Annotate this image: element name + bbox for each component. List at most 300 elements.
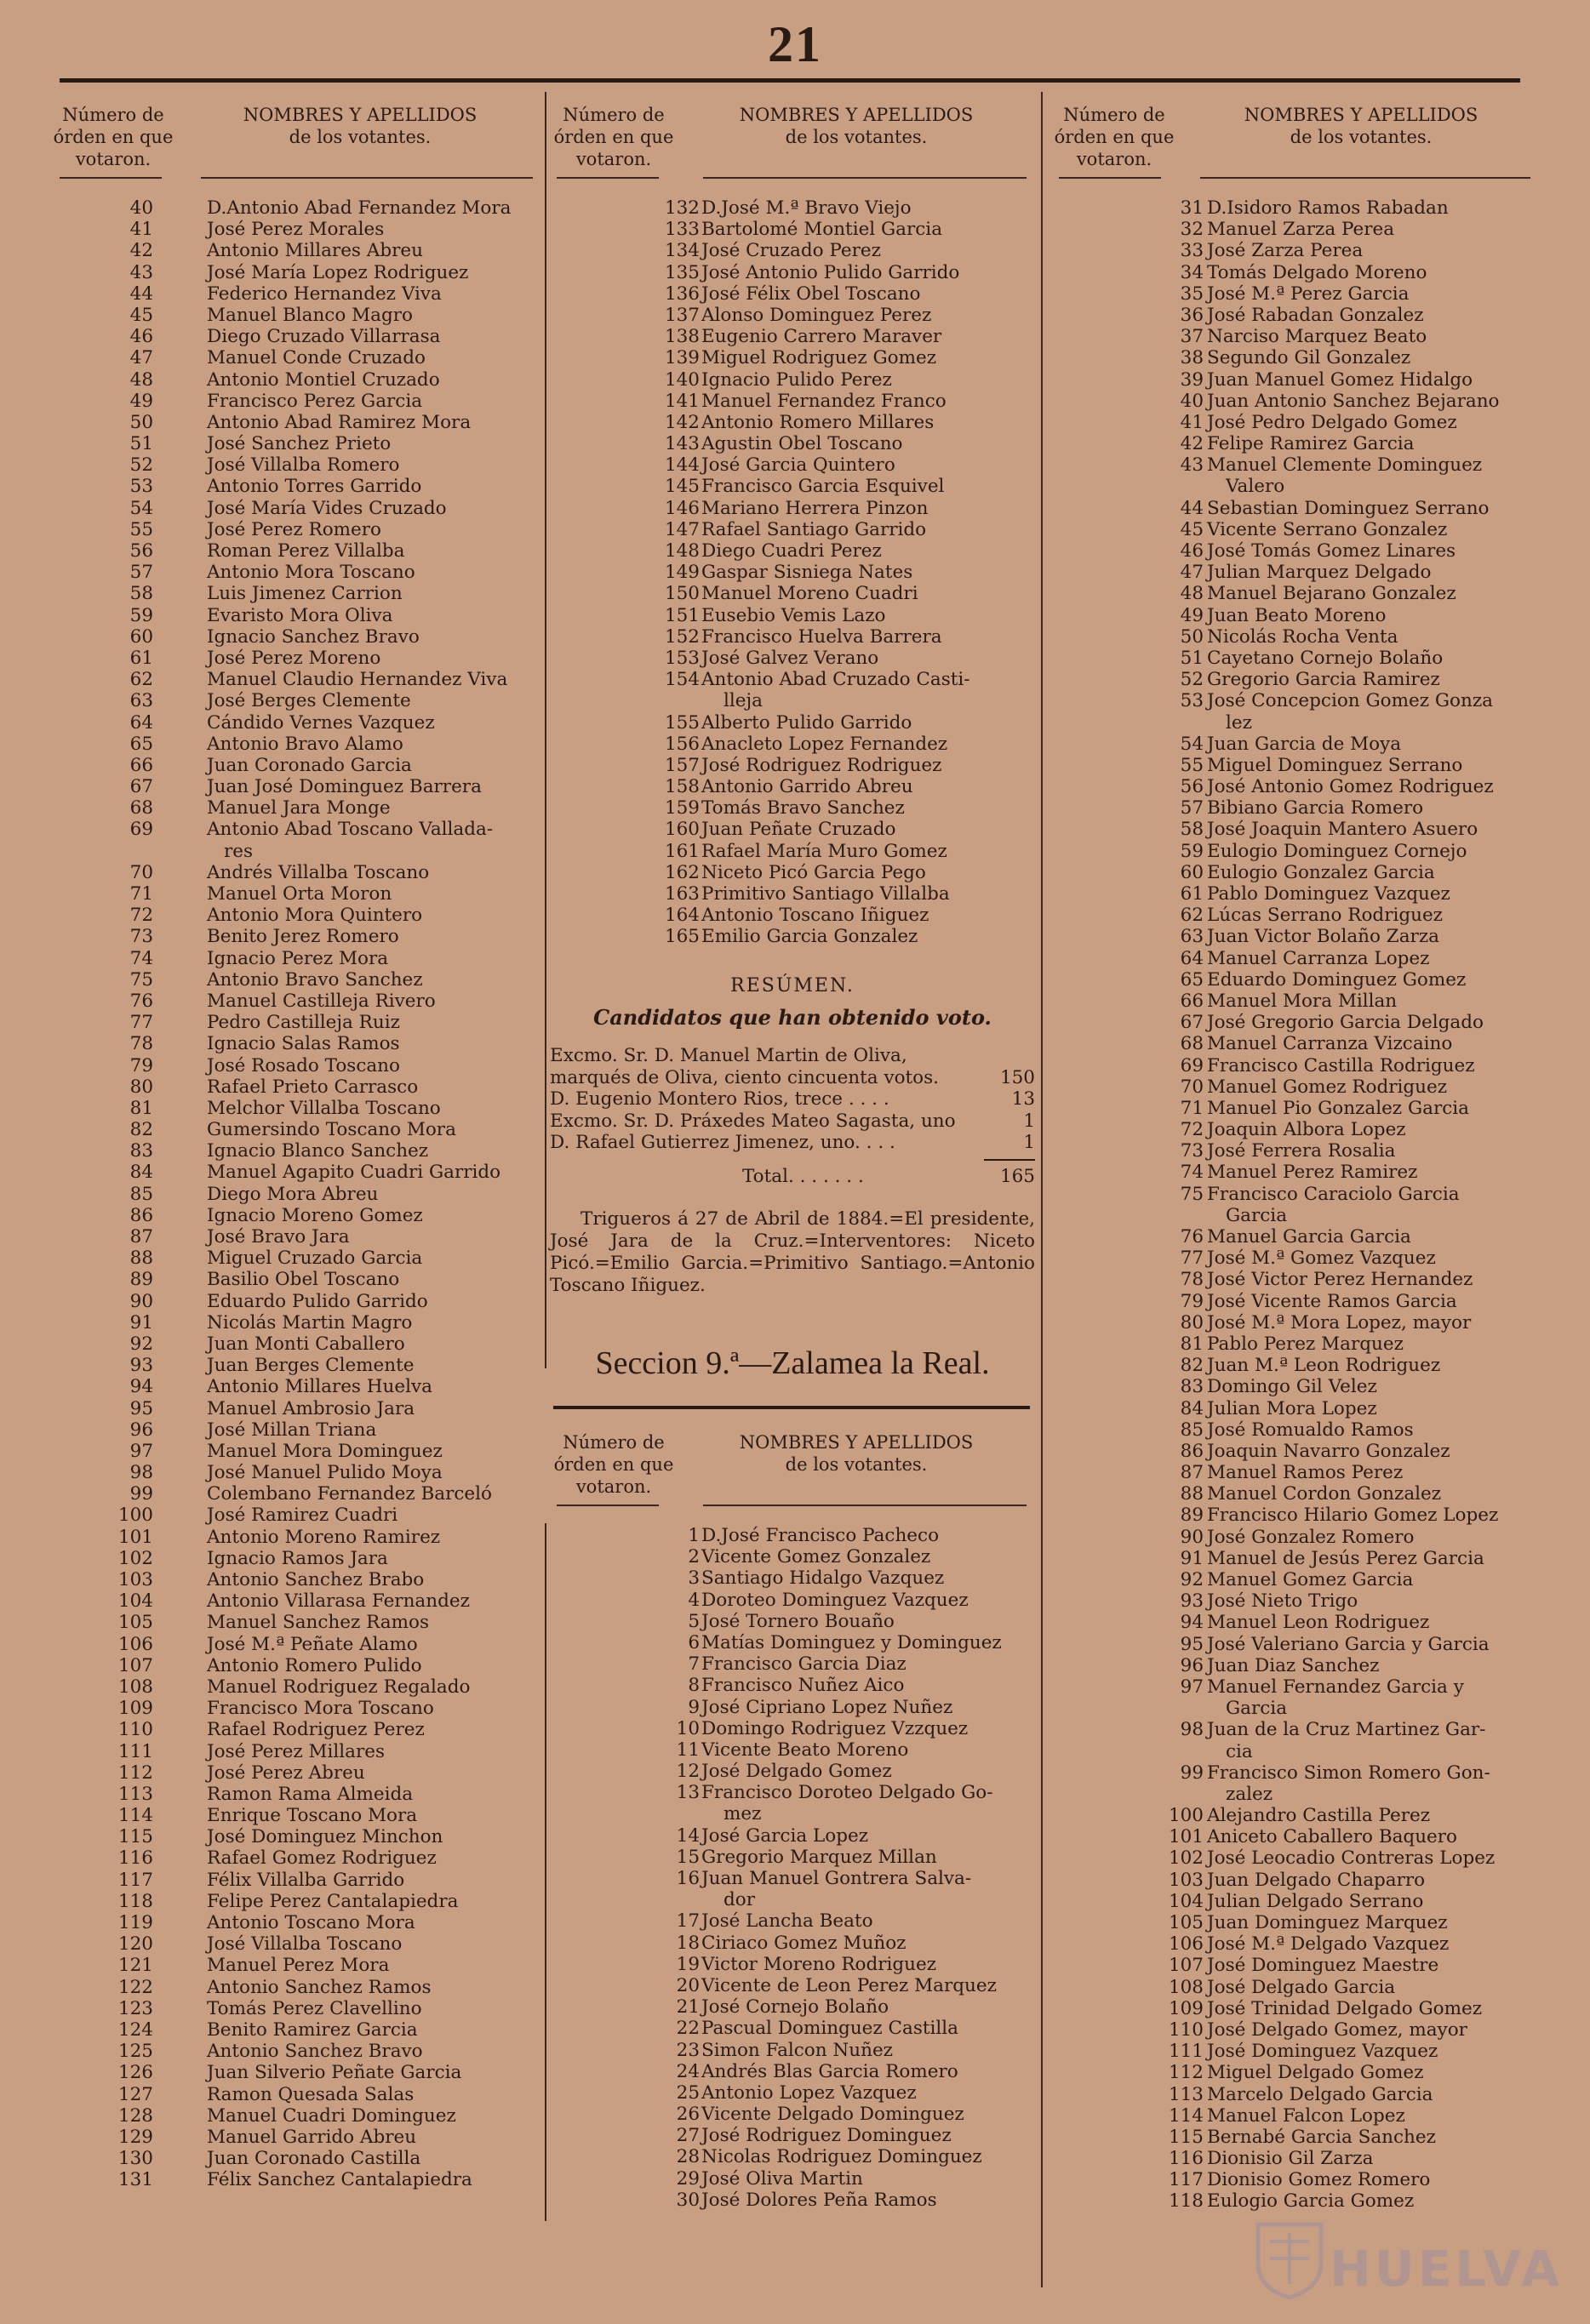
list-item [49, 2041, 535, 2062]
voter-name: Roman Perez Villalba [207, 540, 405, 562]
voter-name: José Zarza Perea [1207, 240, 1364, 262]
column-divider-2 [1041, 92, 1043, 2287]
voter-number: 88 [1180, 1483, 1204, 1505]
list-item [49, 734, 535, 755]
voter-name: José Dominguez Minchon [207, 1826, 443, 1848]
voter-number: 80 [129, 1076, 153, 1098]
voter-number: 68 [129, 797, 153, 819]
voter-number: 106 [117, 1633, 153, 1655]
list-item [1050, 1655, 1536, 1676]
voter-name: Alejandro Castilla Perez [1207, 1805, 1431, 1827]
voter-number: 164 [664, 905, 700, 927]
list-item [1050, 1162, 1536, 1183]
list-item [1050, 562, 1536, 583]
list-item [1050, 1312, 1536, 1333]
list-item [550, 1675, 1035, 1696]
voter-number: 15 [676, 1846, 700, 1868]
voter-number: 28 [676, 2146, 700, 2168]
list-item [550, 540, 1035, 562]
voter-name: Antonio Sanchez Ramos [207, 1976, 432, 1998]
voter-name: José Sanchez Prieto [207, 433, 392, 455]
voter-number: 109 [1168, 1997, 1204, 2019]
list-item [1050, 2019, 1536, 2041]
candidate-votes: 13 [1011, 1088, 1035, 1110]
voter-number: 161 [664, 840, 700, 862]
voter-number: 26 [676, 2104, 700, 2126]
voter-number: 50 [129, 411, 153, 433]
voter-name: Juan Beato Moreno [1207, 604, 1387, 626]
voter-number: 149 [664, 562, 700, 584]
voter-name: José Vicente Ramos Garcia [1207, 1290, 1457, 1312]
voter-number: 57 [1180, 797, 1204, 819]
list-item [49, 1184, 535, 1205]
voter-name: José Bravo Jara [207, 1226, 350, 1248]
voter-name: Manuel Cuadri Dominguez [207, 2104, 456, 2127]
voter-number: 85 [1180, 1419, 1204, 1441]
list-item [550, 2104, 1035, 2125]
list-item [550, 1697, 1035, 1718]
voter-name: Pablo Perez Marquez [1207, 1333, 1404, 1355]
column-divider-3 [545, 1523, 546, 2221]
list-item [550, 305, 1035, 326]
voter-name: Manuel Sanchez Ramos [207, 1612, 429, 1634]
voter-number: 93 [129, 1355, 153, 1377]
voter-number: 93 [1180, 1590, 1204, 1613]
voter-number: 3 [688, 1567, 700, 1590]
list-item [550, 1761, 1035, 1782]
voter-number: 132 [664, 197, 700, 219]
voter-name: Pascual Dominguez Castilla [701, 2018, 958, 2040]
voter-number: 118 [117, 1890, 153, 1912]
voter-number: 57 [129, 562, 153, 584]
list-item [1050, 1462, 1536, 1483]
voter-name: Gumersindo Toscano Mora [207, 1119, 456, 1141]
list-item [49, 669, 535, 690]
voter-name: Juan Berges Clemente [207, 1355, 415, 1377]
voter-name: Vicente Beato Moreno [701, 1739, 909, 1761]
page-number: 21 [768, 16, 822, 72]
voter-name: Juan Monti Caballero [207, 1333, 405, 1355]
list-item [49, 283, 535, 305]
voter-name: Francisco Hilario Gomez Lopez [1207, 1505, 1499, 1527]
voter-name: José Garcia Quintero [701, 454, 895, 477]
voter-number: 47 [1180, 562, 1204, 584]
list-item [49, 1376, 535, 1397]
list-item [49, 1226, 535, 1248]
voter-name: Eulogio Dominguez Cornejo [1207, 840, 1467, 862]
list-item [1050, 391, 1536, 412]
list-item [49, 498, 535, 519]
voter-name: Juan Coronado Castilla [207, 2148, 421, 2170]
voter-name: Manuel Carranza Lopez [1207, 947, 1430, 969]
list-item [550, 2146, 1035, 2167]
voter-number: 136 [664, 283, 700, 305]
list-item [550, 2082, 1035, 2104]
list-item [1050, 1033, 1536, 1054]
voter-number: 141 [664, 390, 700, 412]
voter-number: 81 [1180, 1333, 1204, 1355]
voter-number: 89 [129, 1269, 153, 1291]
voter-number: 66 [1180, 990, 1204, 1012]
candidate-text: D. Eugenio Montero Rios, trece . . . . [550, 1088, 889, 1110]
list-item [550, 797, 1035, 819]
voter-name: Antonio Villarasa Fernandez [207, 1590, 470, 1613]
voter-number: 25 [676, 2081, 700, 2104]
candidate-text: Excmo. Sr. D. Práxedes Mateo Sagasta, uno [550, 1110, 956, 1132]
list-item [1050, 626, 1536, 648]
voter-number: 120 [117, 1933, 153, 1956]
voter-number: 48 [1180, 583, 1204, 605]
list-item [1050, 1612, 1536, 1633]
voter-name: Enrique Toscano Mora [207, 1805, 418, 1827]
voter-name: José Félix Obel Toscano [701, 283, 921, 305]
list-item [550, 776, 1035, 797]
voter-name: José Tomás Gomez Linares [1207, 540, 1456, 562]
voter-number: 119 [117, 1912, 153, 1933]
voter-number: 102 [1168, 1847, 1204, 1870]
list-item [550, 712, 1035, 734]
voter-name: Benito Jerez Romero [207, 926, 399, 948]
voter-name: Joaquin Navarro Gonzalez [1207, 1440, 1450, 1462]
section-rule [553, 1406, 1030, 1409]
voter-number: 110 [1168, 2019, 1204, 2041]
voter-name: José Cornejo Bolaño [701, 1996, 889, 2019]
voter-name: Niceto Picó Garcia Pego [701, 861, 926, 883]
voter-name: Nicolás Rocha Venta [1207, 625, 1398, 648]
voter-number: 76 [1180, 1226, 1204, 1248]
voter-number: 19 [676, 1953, 700, 1975]
list-item [550, 1933, 1035, 1954]
list-item [550, 862, 1035, 883]
voter-name: Simon Falcon Nuñez [701, 2039, 893, 2061]
list-item [1050, 2062, 1536, 2083]
voter-number: 21 [676, 1996, 700, 2019]
voter-name: Ignacio Pulido Perez [701, 368, 892, 391]
voter-number: 64 [1180, 947, 1204, 969]
voter-name: Manuel Ambrosio Jara [207, 1397, 415, 1419]
voter-number: 73 [129, 926, 153, 948]
voter-name: José Dominguez Maestre [1207, 1955, 1439, 1977]
voter-name: Primitivo Santiago Villalba [701, 883, 950, 905]
voter-number: 105 [1168, 1912, 1204, 1933]
voter-name-continuation: mez [724, 1803, 762, 1825]
voter-name: Antonio Romero Pulido [207, 1654, 422, 1676]
voter-number: 63 [129, 690, 153, 712]
list-item [49, 648, 535, 669]
list-item [1050, 1419, 1536, 1441]
voter-name: Juan José Dominguez Barrera [207, 776, 482, 798]
voter-name: José M.ª Perez Garcia [1207, 283, 1410, 305]
header-rule [703, 177, 1027, 179]
voter-name: Antonio Garrido Abreu [701, 776, 913, 798]
voter-name: José Galvez Verano [701, 647, 879, 669]
voter-number: 2 [688, 1546, 700, 1568]
voter-number: 30 [676, 2189, 700, 2211]
list-item [49, 2169, 535, 2190]
voter-number: 54 [1180, 733, 1204, 755]
list-item [49, 305, 535, 326]
voter-number: 117 [1168, 2169, 1204, 2191]
voter-name: José Dolores Peña Ramos [701, 2189, 937, 2211]
voter-name: Federico Hernandez Viva [207, 283, 442, 305]
voter-number: 96 [129, 1419, 153, 1441]
list-item [550, 926, 1035, 947]
list-item [550, 605, 1035, 626]
list-item [550, 626, 1035, 648]
list-item [1050, 2105, 1536, 2127]
voter-name: José María Vides Cruzado [207, 497, 447, 519]
voter-number: 139 [664, 347, 700, 369]
voter-name: Francisco Nuñez Aico [701, 1675, 905, 1697]
voter-number: 128 [117, 2104, 153, 2127]
voter-name-continuation: res [224, 840, 254, 862]
voter-number: 51 [1180, 647, 1204, 669]
list-item [1050, 1226, 1536, 1248]
list-item [1050, 369, 1536, 391]
voter-number: 6 [688, 1631, 700, 1653]
voter-number: 69 [129, 819, 153, 841]
list-item [49, 1012, 535, 1033]
voter-number: 109 [117, 1698, 153, 1720]
list-item [550, 1954, 1035, 1975]
list-item [550, 2061, 1035, 2082]
list-item [1050, 1634, 1536, 1655]
voter-number: 113 [117, 1783, 153, 1805]
voter-number: 82 [1180, 1355, 1204, 1377]
voter-name: D.José Francisco Pacheco [701, 1525, 940, 1546]
voter-name: José Delgado Gomez, mayor [1207, 2019, 1467, 2041]
voter-list [550, 1525, 1035, 2211]
voter-name: Lúcas Serrano Rodriguez [1207, 905, 1444, 927]
list-item [1050, 1590, 1536, 1612]
voter-name: Eduardo Pulido Garrido [207, 1290, 428, 1312]
voter-name: Juan Diaz Sanchez [1207, 1654, 1380, 1676]
list-item [1050, 498, 1536, 519]
voter-name: Agustin Obel Toscano [701, 433, 903, 455]
voter-name: Juan Victor Bolaño Zarza [1207, 926, 1439, 948]
voter-number: 103 [117, 1569, 153, 1590]
voter-name: Antonio Montiel Cruzado [207, 368, 440, 391]
header-rule [703, 1505, 1027, 1506]
voter-name: José Antonio Gomez Rodriguez [1207, 776, 1494, 798]
voter-name: Manuel Rodriguez Regalado [207, 1676, 471, 1698]
voter-name: Melchor Villalba Toscano [207, 1097, 441, 1119]
voter-name: Ignacio Perez Mora [207, 947, 389, 969]
list-item [1050, 1376, 1536, 1397]
list-item [550, 1590, 1035, 1611]
voter-number: 41 [1180, 411, 1204, 433]
voter-name: Narciso Marquez Beato [1207, 326, 1427, 348]
list-item [1050, 1955, 1536, 1976]
voter-number: 13 [676, 1782, 700, 1804]
stamp-text: HUELVA [1330, 2240, 1564, 2298]
voter-number: 44 [129, 283, 153, 305]
voter-name: Manuel Fernandez Garcia y [1207, 1676, 1464, 1698]
list-item [550, 905, 1035, 926]
list-item [550, 1868, 1035, 1889]
voter-name: Felipe Ramirez Garcia [1207, 433, 1415, 455]
voter-name: Antonio Bravo Sanchez [207, 968, 423, 991]
list-item [550, 1567, 1035, 1589]
voter-name: Antonio Mora Toscano [207, 562, 415, 584]
list-item [49, 1269, 535, 1290]
header-name-label: NOMBRES Y APELLIDOS de los votantes. [739, 1432, 974, 1475]
list-item [1050, 2148, 1536, 2169]
list-item [1050, 1569, 1536, 1590]
voter-name: Ignacio Blanco Sanchez [207, 1140, 429, 1162]
voter-number: 75 [1180, 1183, 1204, 1205]
voter-name: Juan Delgado Chaparro [1207, 1869, 1426, 1891]
voter-number: 74 [129, 947, 153, 969]
voter-name: Manuel Clemente Dominguez [1207, 454, 1483, 477]
list-item [550, 219, 1035, 240]
list-item [1050, 1291, 1536, 1312]
voter-number: 47 [129, 347, 153, 369]
voter-name: Alberto Pulido Garrido [701, 711, 912, 734]
voter-name: Ramon Quesada Salas [207, 2083, 415, 2105]
list-item-continuation [49, 841, 535, 862]
voter-name: Pedro Castilleja Ruiz [207, 1012, 400, 1034]
voter-number: 71 [129, 883, 153, 905]
voter-number: 11 [676, 1739, 700, 1761]
list-item [1050, 1398, 1536, 1419]
voter-number: 165 [664, 926, 700, 948]
voter-name: Manuel Orta Moron [207, 883, 392, 905]
voter-number: 101 [1168, 1826, 1204, 1848]
voter-number: 67 [129, 776, 153, 798]
candidate-list [550, 1045, 1035, 1154]
voter-number: 17 [676, 1910, 700, 1933]
list-item [550, 283, 1035, 305]
list-item [550, 755, 1035, 776]
voter-number: 135 [664, 261, 700, 283]
voter-name: Félix Sanchez Cantalapiedra [207, 2169, 472, 2191]
list-item-continuation [1050, 476, 1536, 497]
list-item [1050, 1248, 1536, 1269]
list-item [49, 1676, 535, 1698]
voter-name: Francisco Garcia Esquivel [701, 476, 945, 498]
list-item [1050, 454, 1536, 476]
voter-number: 99 [129, 1483, 153, 1505]
candidate-text: marqués de Oliva, ciento cincuenta votos. [550, 1066, 939, 1088]
list-item [550, 2190, 1035, 2211]
voter-number: 45 [129, 304, 153, 326]
voter-name: Evaristo Mora Oliva [207, 604, 393, 626]
list-item [49, 1033, 535, 1054]
list-item [49, 391, 535, 412]
list-item [49, 1955, 535, 1976]
voter-number: 115 [1168, 2126, 1204, 2148]
voter-name: Francisco Castilla Rodriguez [1207, 1054, 1475, 1076]
library-stamp [1251, 2213, 1564, 2306]
voter-number: 53 [129, 476, 153, 498]
voter-number: 78 [1180, 1269, 1204, 1291]
voter-number: 46 [129, 326, 153, 348]
voter-number: 106 [1168, 1933, 1204, 1956]
voter-name: Manuel Moreno Cuadri [701, 583, 918, 605]
voter-name: Manuel Pio Gonzalez Garcia [1207, 1097, 1469, 1119]
list-item [49, 347, 535, 368]
voter-number: 61 [129, 647, 153, 669]
voter-number: 127 [117, 2083, 153, 2105]
voter-number: 9 [688, 1696, 700, 1718]
voter-name: Tomás Bravo Sanchez [701, 797, 905, 819]
voter-name: Francisco Caraciolo Garcia [1207, 1183, 1460, 1205]
voter-name: Domingo Gil Velez [1207, 1376, 1377, 1398]
list-item [1050, 1719, 1536, 1740]
voter-number: 124 [117, 2019, 153, 2041]
list-item [1050, 240, 1536, 261]
sum-rule [984, 1159, 1035, 1161]
voter-number: 102 [117, 1547, 153, 1569]
voter-name: Manuel Blanco Magro [207, 304, 413, 326]
list-item [550, 1782, 1035, 1803]
list-item [550, 1653, 1035, 1675]
voter-name: Francisco Huelva Barrera [701, 625, 942, 648]
candidate-line [550, 1132, 1035, 1154]
candidate-votes: 1 [1023, 1110, 1035, 1132]
voter-name: Miguel Delgado Gomez [1207, 2062, 1424, 2084]
resumen-block [550, 975, 1035, 1297]
voter-name: Joaquin Albora Lopez [1207, 1119, 1406, 1141]
list-item [49, 1398, 535, 1419]
voter-number: 116 [1168, 2148, 1204, 2170]
list-item [49, 369, 535, 391]
voter-number: 114 [117, 1805, 153, 1827]
voter-name: D.José M.ª Bravo Viejo [701, 197, 912, 219]
top-rule [60, 78, 1520, 83]
list-item [1050, 1441, 1536, 1462]
voter-number: 65 [1180, 968, 1204, 991]
voter-name: Miguel Cruzado Garcia [207, 1248, 423, 1270]
list-item [49, 219, 535, 240]
voter-number: 111 [117, 1740, 153, 1762]
voter-number: 87 [1180, 1462, 1204, 1484]
list-item [550, 841, 1035, 862]
voter-name: José Rosado Toscano [207, 1054, 400, 1076]
voter-name: José M.ª Peñate Alamo [207, 1633, 418, 1655]
list-item [550, 347, 1035, 368]
voter-number: 50 [1180, 625, 1204, 648]
list-item [550, 562, 1035, 583]
voter-number: 59 [1180, 840, 1204, 862]
voter-name: Rafael Prieto Carrasco [207, 1076, 419, 1098]
voter-name-continuation: cia [1226, 1740, 1253, 1762]
voter-number: 4 [688, 1589, 700, 1611]
list-item [49, 1634, 535, 1655]
voter-name-continuation: Garcia [1226, 1698, 1288, 1720]
list-item [550, 326, 1035, 347]
list-item [1050, 1012, 1536, 1033]
voter-name-continuation: dor [724, 1889, 755, 1911]
list-item [1050, 412, 1536, 433]
column-divider-1 [545, 92, 546, 1368]
voter-number: 81 [129, 1097, 153, 1119]
voter-name: José Oliva Martin [701, 2167, 863, 2190]
candidate-text: Excmo. Sr. D. Manuel Martin de Oliva, [550, 1045, 907, 1066]
voter-number: 79 [1180, 1290, 1204, 1312]
voter-number: 97 [1180, 1676, 1204, 1698]
list-item [1050, 1333, 1536, 1355]
list-item [49, 1826, 535, 1847]
list-item [1050, 926, 1536, 947]
list-item [550, 262, 1035, 283]
voter-number: 7 [688, 1653, 700, 1676]
list-item [49, 690, 535, 711]
voter-name: Antonio Millares Abreu [207, 240, 423, 262]
list-item [1050, 991, 1536, 1012]
voter-number: 14 [676, 1824, 700, 1847]
